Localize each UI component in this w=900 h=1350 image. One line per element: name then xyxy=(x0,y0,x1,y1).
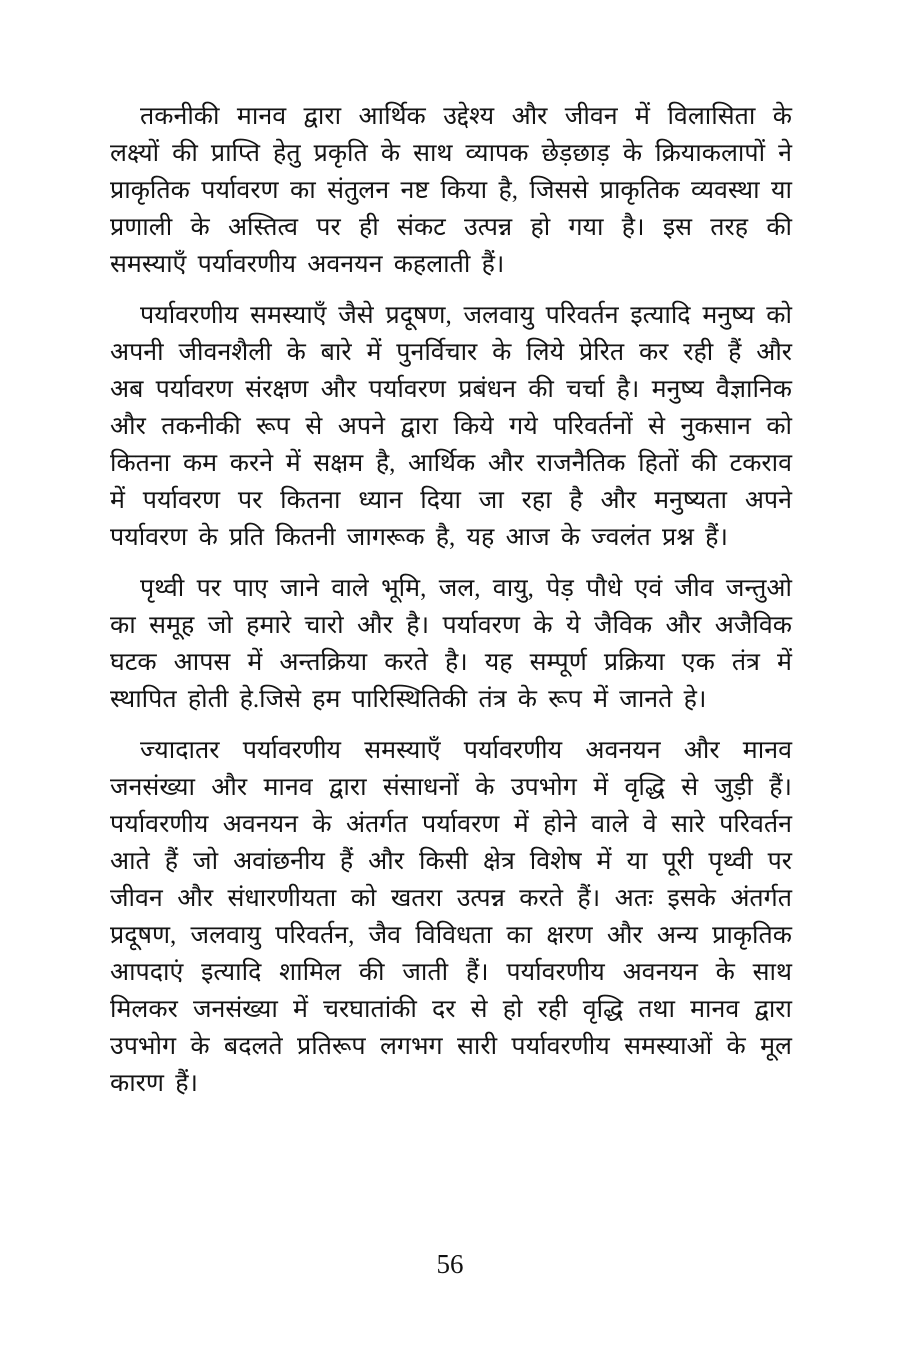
paragraph-1: तकनीकी मानव द्वारा आर्थिक उद्देश्य और जीवन में विलासिता के लक्ष्यों की प्राप्ति हेतु प्रकृति के साथ व्यापक छेड़छाड़ के क्रियाकलापों ने प्राकृतिक पर्यावरण का संतुलन नष्ट किया है, जिससे प्राकृतिक व्यवस्था या प्रणाली के अस्तित्व पर ही संकट उत्पन्न हो गया है। इस तरह की समस्याएँ पर्यावरणीय अवनयन कहलाती हैं। xyxy=(110,103,792,278)
paragraph-2: पर्यावरणीय समस्याएँ जैसे प्रदूषण, जलवायु परिवर्तन इत्यादि मनुष्य को अपनी जीवनशैली के बारे में पुनर्विचार के लिये प्रेरित कर रही हैं और अब पर्यावरण संरक्षण और पर्यावरण प्रबंधन की चर्चा है। मनुष्य वैज्ञानिक और तकनीकी रूप से अपने द्वारा किये गये परिवर्तनों से नुकसान को कितना कम करने में सक्षम है, आर्थिक और राजनैतिक हितों की टकराव में पर्यावरण पर कितना ध्यान दिया जा रहा है और मनुष्यता अपने पर्यावरण के प्रति कितनी जागरूक है, यह आज के ज्वलंत प्रश्न हैं। xyxy=(110,302,792,551)
paragraph-4: ज्यादातर पर्यावरणीय समस्याएँ पर्यावरणीय अवनयन और मानव जनसंख्या और मानव द्वारा संसाधनों के उपभोग में वृद्धि से जुड़ी हैं। पर्यावरणीय अवनयन के अंतर्गत पर्यावरण में होने वाले वे सारे परिवर्तन आते हैं जो अवांछनीय हैं और किसी क्षेत्र विशेष में या पूरी पृथ्वी पर जीवन और संधारणीयता को खतरा उत्पन्न करते हैं। अतः इसके अंतर्गत प्रदूषण, जलवायु परिवर्तन, जैव विविधता का क्षरण और अन्य प्राकृतिक आपदाएं इत्यादि शामिल की जाती हैं। पर्यावरणीय अवनयन के साथ मिलकर जनसंख्या में चरघातांकी दर से हो रही वृद्धि तथा मानव द्वारा उपभोग के बदलते प्रतिरूप लगभग सारी पर्यावरणीय समस्याओं के मूल कारण हैं। xyxy=(110,737,792,1097)
page-number: 56 xyxy=(436,1249,464,1279)
paragraph-3: पृथ्वी पर पाए जाने वाले भूमि, जल, वायु, पेड़ पौधे एवं जीव जन्तुओ का समूह जो हमारे चारो और है। पर्यावरण के ये जैविक और अजैविक घटक आपस में अन्तक्रिया करते है। यह सम्पूर्ण प्रक्रिया एक तंत्र में स्थापित होती हे.जिसे हम पारिस्थितिकी तंत्र के रूप में जानते हे। xyxy=(110,575,792,713)
text-block xyxy=(110,98,792,1116)
